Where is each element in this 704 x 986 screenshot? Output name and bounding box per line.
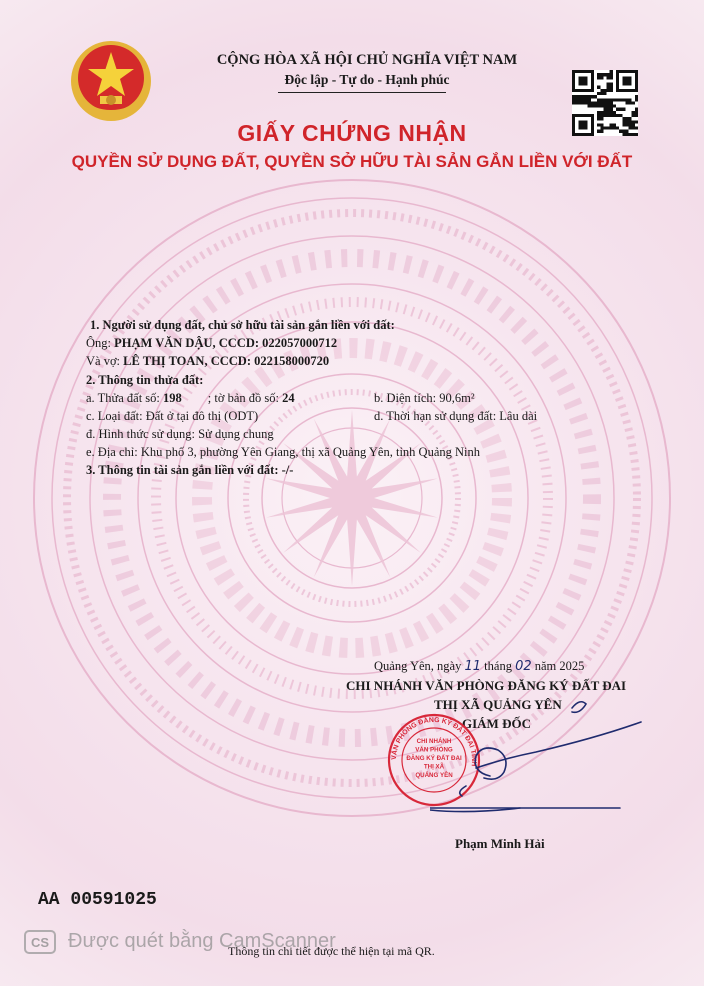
address-line: e. Địa chỉ: Khu phố 3, phường Yên Giang, thị xã Quảng Yên, tỉnh Quảng Ninh: [86, 445, 480, 459]
seal-center-line: THỊ XÃ: [423, 763, 445, 771]
spouse-prefix: Và vợ:: [86, 354, 124, 368]
signer-name: Phạm Minh Hải: [455, 836, 545, 851]
map-number: 24: [282, 391, 295, 405]
motto: Độc lập - Tự do - Hạnh phúc: [284, 72, 450, 87]
spouse-name: LÊ THỊ TOAN, CCCD: 022158000720: [123, 354, 330, 368]
section-3-heading: 3. Thông tin tài sản gắn liền với đất: -/-: [86, 463, 294, 477]
usage-form-line: đ. Hình thức sử dụng: Sử dụng chung: [86, 427, 274, 441]
drum-star-motif: [266, 410, 438, 586]
seal-center-line: QUẢNG YÊN: [415, 772, 453, 779]
issuing-office-line2: THỊ XÃ QUẢNG YÊN: [434, 697, 562, 712]
seal-center-line: VĂN PHÒNG: [415, 746, 453, 754]
signer-position: GIÁM ĐỐC: [462, 716, 531, 731]
place-date-line: [374, 659, 584, 674]
date-month: 02: [515, 659, 532, 674]
map-label: ; tờ bản đồ số:: [207, 391, 283, 405]
certificate-subtitle: QUYỀN SỬ DỤNG ĐẤT, QUYỀN SỞ HỮU TÀI SẢN GẮN LIỀN VỚI ĐẤT: [71, 152, 633, 171]
qr-footer-note: Thông tin chi tiết được thể hiện tại mã QR.: [228, 944, 435, 958]
date-day: 11: [464, 659, 482, 674]
owner-line: [86, 336, 337, 351]
place-date-prefix: Quảng Yên, ngày: [374, 659, 462, 673]
nation-heading: CỘNG HÒA XÃ HỘI CHỦ NGHĨA VIỆT NAM: [216, 52, 518, 68]
land-type-line: c. Loại đất: Đất ở tại đô thị (ODT): [86, 409, 259, 423]
term-line: d. Thời hạn sử dụng đất: Lâu dài: [374, 409, 538, 423]
certificate-title: GIẤY CHỨNG NHẬN: [237, 120, 467, 146]
area-line: b. Diện tích: 90,6m²: [374, 391, 475, 405]
issuing-office-line1: CHI NHÁNH VĂN PHÒNG ĐĂNG KÝ ĐẤT ĐAI: [346, 678, 627, 693]
parcel-line: [86, 391, 295, 406]
section-2-heading: 2. Thông tin thửa đất:: [86, 373, 204, 387]
section-1-heading: 1. Người sử dụng đất, chủ sở hữu tài sản gắn liền với đất:: [90, 318, 395, 332]
parcel-label: a. Thửa đất số:: [86, 391, 164, 405]
serial-number: AA 00591025: [38, 890, 157, 910]
handwritten-signature: [430, 690, 680, 830]
camscanner-logo-text: CS: [30, 934, 50, 950]
seal-center-line: ĐĂNG KÝ ĐẤT ĐAI: [406, 755, 462, 762]
month-label: tháng: [484, 659, 512, 673]
camscanner-watermark-text: Được quét bằng CamScanner: [68, 930, 336, 952]
year-label: năm 2025: [534, 659, 585, 673]
camscanner-logo-icon: [24, 930, 56, 954]
seal-ring-text: VĂN PHÒNG ĐĂNG KÝ ĐẤT ĐAI TỈNH: [390, 716, 478, 767]
parcel-number: 198: [163, 391, 182, 405]
motto-underline: [278, 92, 446, 93]
owner-prefix: Ông:: [86, 336, 115, 350]
spouse-line: [86, 354, 329, 369]
seal-center-line: CHI NHÁNH: [416, 738, 452, 745]
owner-name: PHẠM VĂN DẬU, CCCD: 022057000712: [114, 336, 338, 350]
